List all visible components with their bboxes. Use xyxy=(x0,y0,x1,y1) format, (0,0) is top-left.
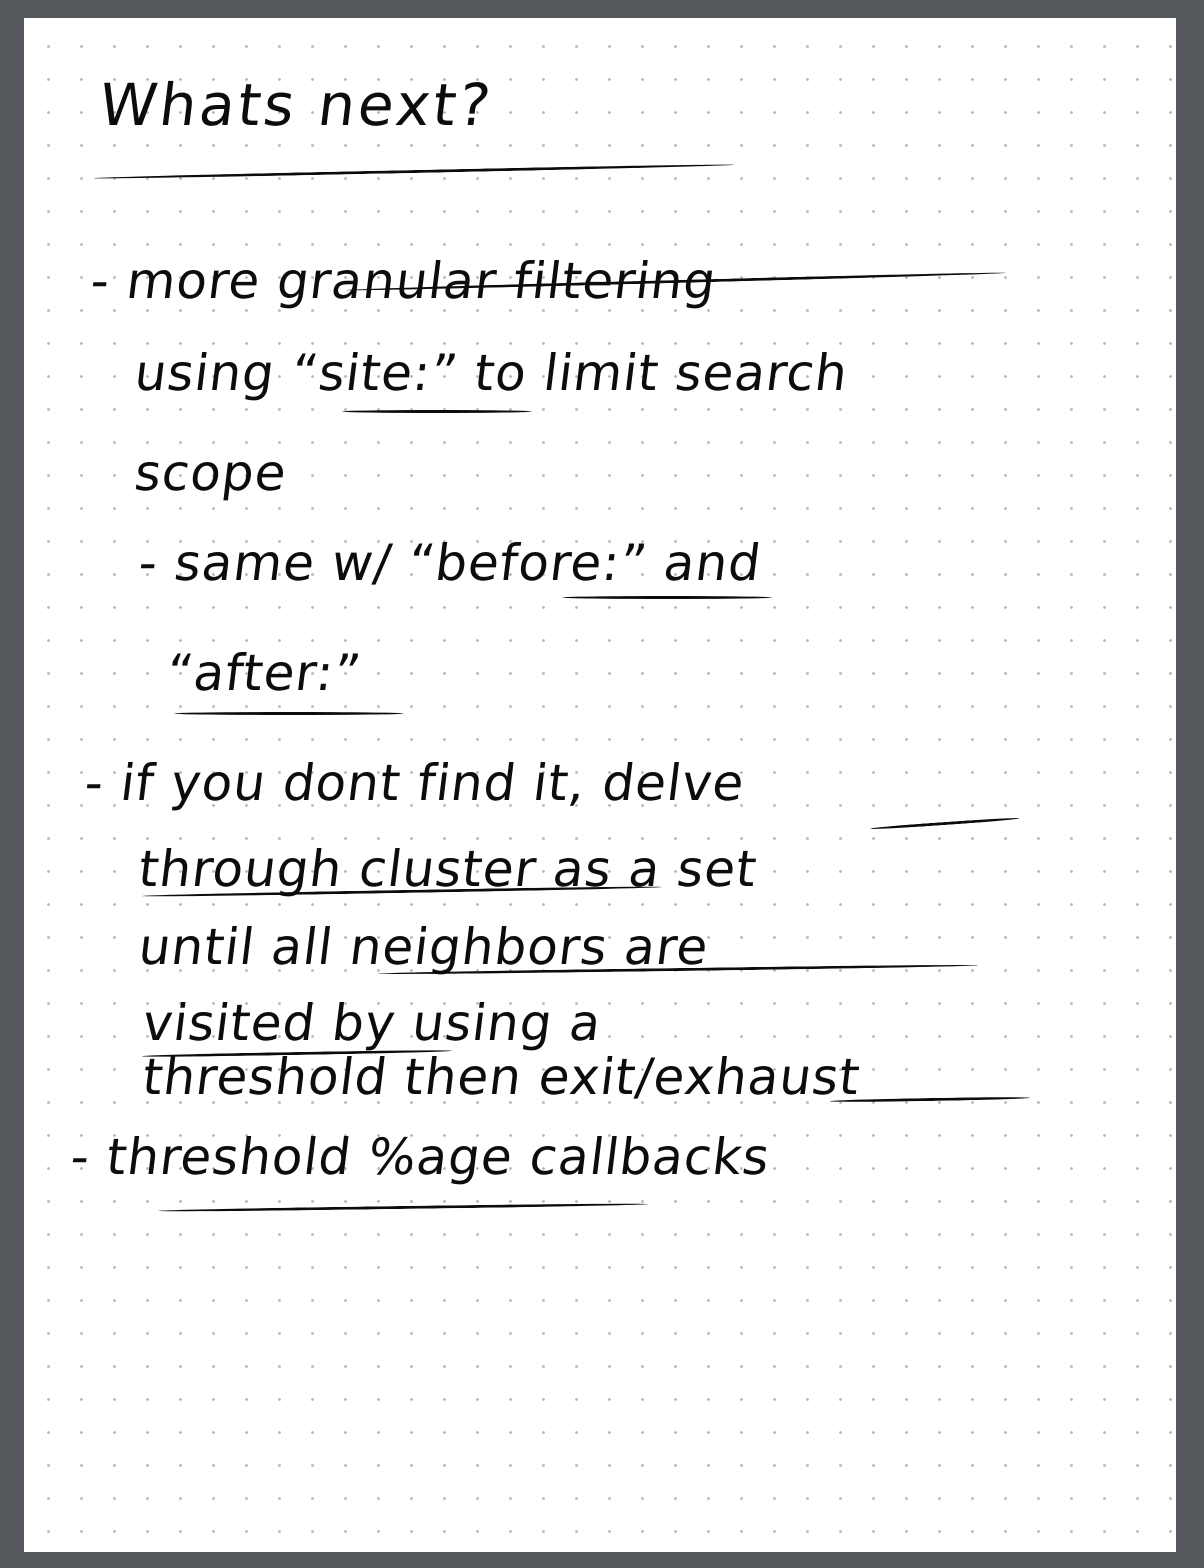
note-line-9: visited by using a xyxy=(139,994,605,1052)
underline-site xyxy=(342,410,532,413)
note-line-10: threshold then exit/exhaust xyxy=(139,1048,864,1106)
underline-exhaust xyxy=(830,1096,1030,1102)
note-line-2: using “site:” to limit search xyxy=(131,344,852,402)
note-line-4: - same w/ “before:” and xyxy=(135,534,765,592)
title-underline xyxy=(94,163,734,179)
note-line-11: - threshold %age callbacks xyxy=(67,1128,774,1186)
note-title: Whats next? xyxy=(95,71,498,139)
note-line-8: until all neighbors are xyxy=(135,918,713,976)
dot-grid-page xyxy=(24,18,1176,1552)
underline-after xyxy=(174,712,404,715)
note-line-1: - more granular filtering xyxy=(87,252,720,310)
note-line-7: through cluster as a set xyxy=(135,840,761,898)
underline-before xyxy=(562,596,772,599)
note-line-6: - if you dont find it, delve xyxy=(81,754,749,812)
underline-threshold xyxy=(158,1203,648,1213)
note-line-5: “after:” xyxy=(163,644,365,702)
underline-delve xyxy=(870,817,1020,830)
note-line-3: scope xyxy=(131,444,291,502)
